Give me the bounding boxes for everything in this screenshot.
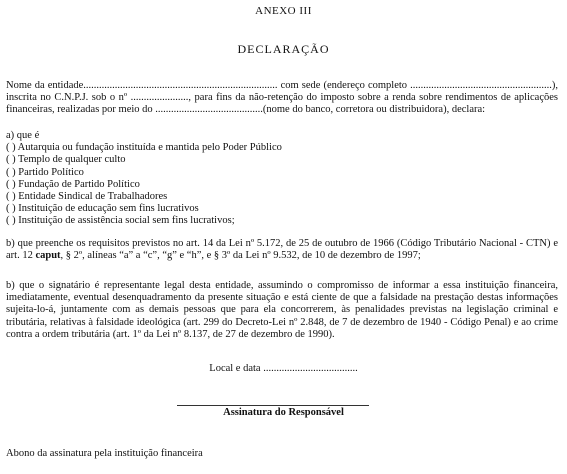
- document-title: DECLARAÇÃO: [237, 42, 330, 56]
- local-date-field: Local e data ....................................: [209, 363, 358, 374]
- intro-paragraph: Nome da entidade.......................................................................... com sede (endereço completo ......................................................), inscrita no C.N.P.J. sob o nº ......................, para fins da não-retenção do imposto sobre a renda sobre rendimentos de aplicações financeiras, realizadas por meio do .........................................(nome do banco, corretora ou distribuidora), declara:: [6, 80, 558, 116]
- item-b-signatory: b) que o signatário é representante legal desta entidade, assumindo o compromisso de informar a essa instituição financeira, imediatamente, eventual desenquadramento da presente situação e está ciente de que a falsidade na prestação destas informações sujeita-lo-á, juntamente com as demais pessoas que para ela concorrerem, às penalidades previstas na legislação criminal e tributária, relativas à falsidade ideológica (art. 299 do Decreto-Lei nº 2.848, de 7 de dezembro de 1940 - Código Penal) e ao crime contra a ordem tributária (art. 1º da Lei nº 8.137, de 27 de dezembro de 1990).: [6, 280, 558, 340]
- option-educacao: ( ) Instituição de educação sem fins lucrativos: [6, 203, 199, 215]
- item-b-text-end: , § 2º, alíneas “a” a “c”, “g” e “h”, e § 3º da Lei nº 9.532, de 10 de dezembro de 1997;: [60, 250, 421, 262]
- option-fundacao-partido: ( ) Fundação de Partido Político: [6, 178, 140, 190]
- option-partido: ( ) Partido Político: [6, 166, 84, 178]
- option-autarquia: ( ) Autarquia ou fundação instituída e mantida pelo Poder Público: [6, 142, 282, 154]
- caput-emphasis: caput: [35, 250, 61, 262]
- abono-label: Abono da assinatura pela instituição financeira: [6, 448, 203, 459]
- signature-label: Assinatura do Responsável: [223, 407, 344, 418]
- option-entidade-sindical: ( ) Entidade Sindical de Trabalhadores: [6, 191, 168, 203]
- item-a-label: a) que é: [6, 130, 40, 141]
- signature-line: [177, 405, 369, 406]
- item-b-requirements: [6, 238, 558, 262]
- option-templo: ( ) Templo de qualquer culto: [6, 154, 126, 166]
- option-assistencia-social: ( ) Instituição de assistência social sem fins lucrativos;: [6, 215, 235, 227]
- item-b-text-start: b) que preenche os requisitos previstos no art. 14 da Lei nº 5.172, de 25 de outubro de 1966 (Código Tributário Nacional - CTN) e art. 12: [6, 238, 558, 262]
- annex-header: ANEXO III: [255, 5, 312, 17]
- entity-type-list: [6, 130, 282, 228]
